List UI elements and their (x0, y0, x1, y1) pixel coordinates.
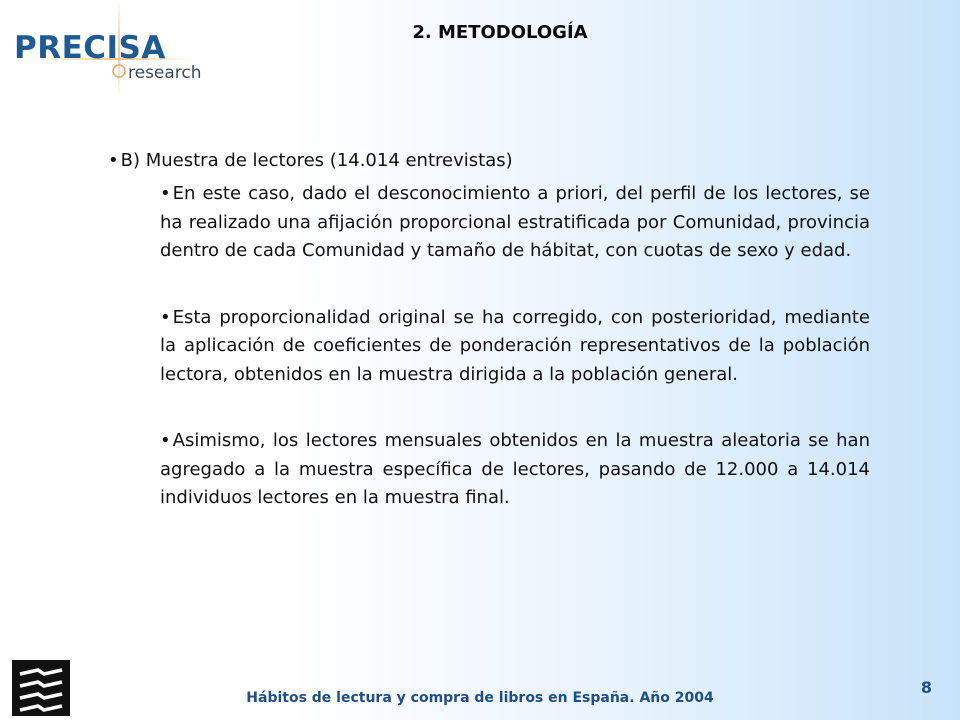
bullet-icon: • (108, 150, 119, 171)
bullet-icon: • (160, 306, 171, 328)
bullet-icon: • (160, 183, 171, 204)
logo-sub: research (128, 63, 202, 83)
page-title: 2. METODOLOGÍA (412, 22, 588, 43)
paragraph-1 (160, 180, 870, 266)
slide-body (108, 150, 870, 551)
footer-title: Hábitos de lectura y compra de libros en España. Año 2004 (246, 690, 714, 706)
section-heading-text: B) Muestra de lectores (14.014 entrevistas) (120, 150, 513, 171)
paragraph-2 (160, 304, 870, 390)
section-heading (108, 150, 870, 172)
publisher-mark-icon (12, 660, 70, 716)
paragraph-3-text: Asimismo, los lectores mensuales obtenidos en la muestra aleatoria se han agregado a la muestra específica de lectores, pasando de 12.000 a 14.014 individuos lectores en la muestra final. (160, 430, 870, 508)
paragraph-3 (160, 427, 870, 513)
logo-brand: PRECISA (14, 30, 166, 66)
bullet-icon: • (160, 430, 171, 451)
paragraph-2-text: Esta proporcionalidad original se ha corregido, con posterioridad, mediante la aplicación de coeficientes de ponderación representativos de la población lectora, obtenidos en la muestra dirigida a la población general. (160, 306, 870, 385)
precisa-logo (0, 0, 200, 100)
paragraph-1-text: En este caso, dado el desconocimiento a priori, del perfil de los lectores, se ha realizado una afijación proporcional estratificada por Comunidad, provincia dentro de cada Comunidad y tamaño de hábitat, con cuotas de sexo y edad. (160, 183, 870, 261)
page-number: 8 (920, 678, 932, 697)
